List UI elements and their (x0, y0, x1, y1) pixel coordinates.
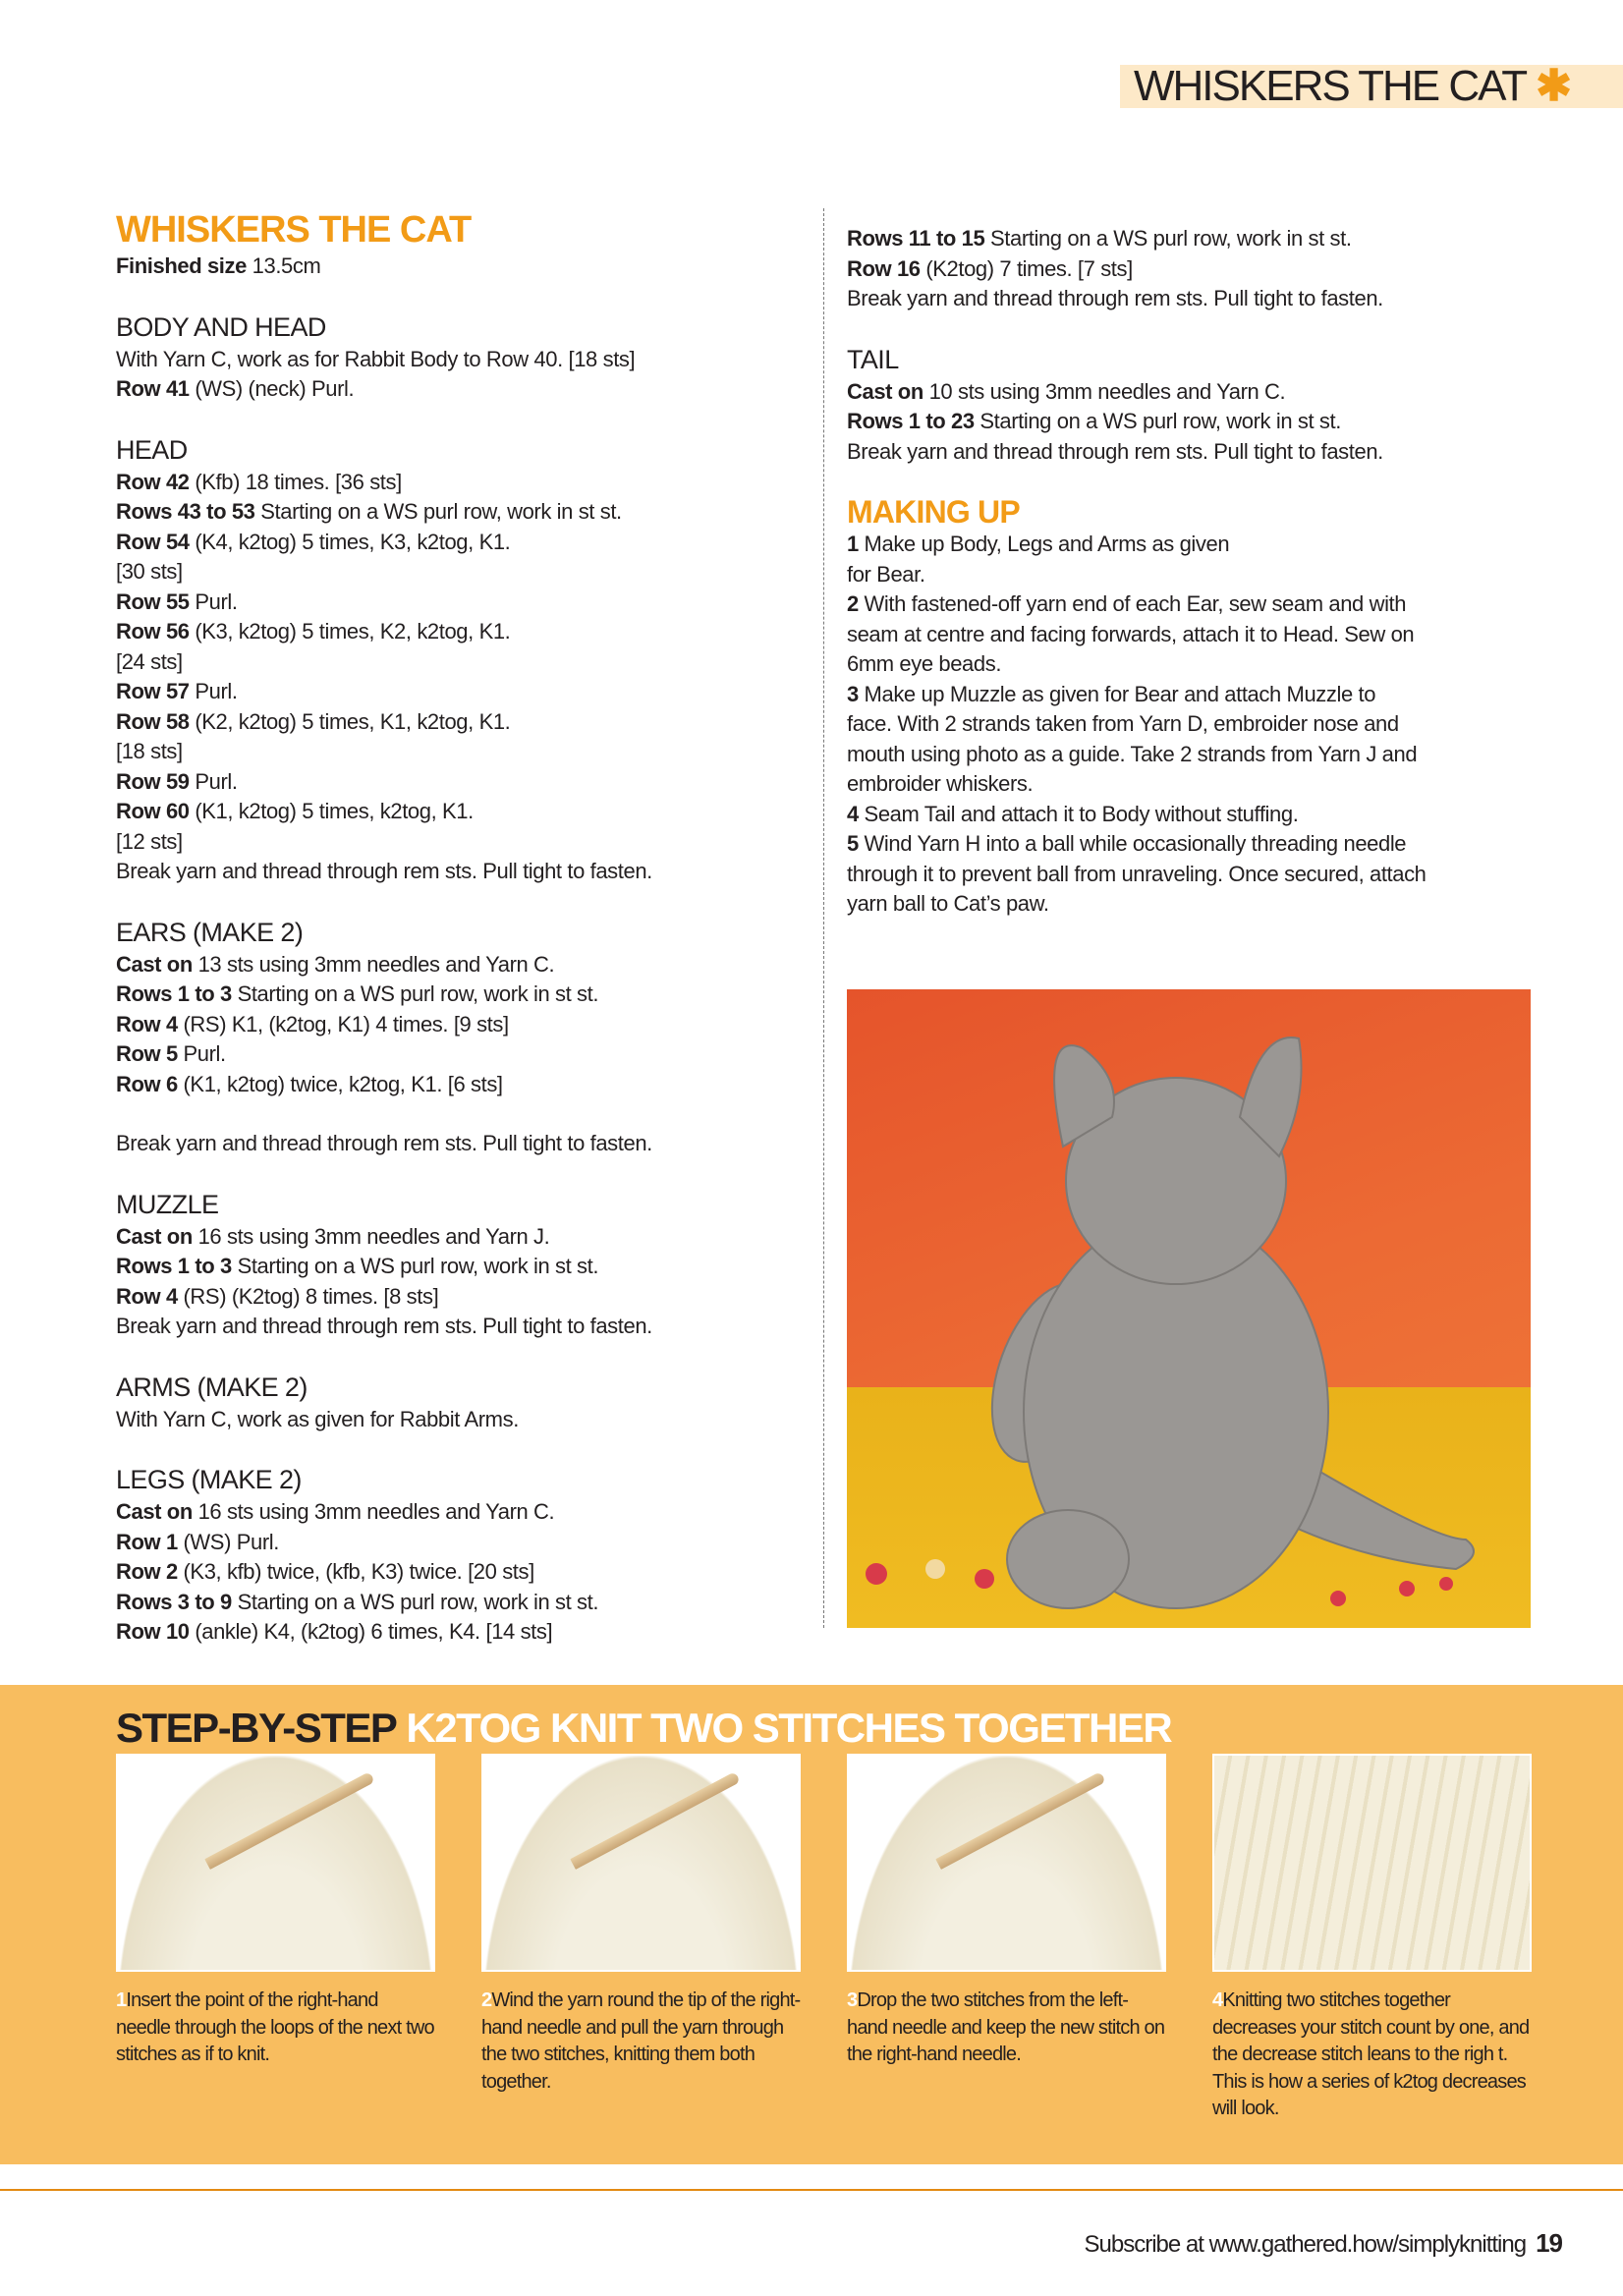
pattern-line (847, 800, 1495, 830)
line-label: Row 4 (116, 1011, 178, 1036)
finished-size-label: Finished size (116, 253, 247, 278)
line-label: Cast on (116, 1223, 193, 1249)
section-heading: ARMS (MAKE 2) (116, 1372, 308, 1402)
pattern-line (116, 950, 764, 980)
pattern-line (116, 1010, 764, 1040)
line-text: Break yarn and thread through rem sts. Pull tight to fasten. (847, 438, 1383, 464)
line-text: Starting on a WS purl row, work in st st. (231, 1589, 599, 1614)
line-text: [30 sts] (116, 559, 183, 584)
footer (1085, 2228, 1563, 2259)
pattern-line (116, 797, 764, 827)
step-text: Knitting two stitches together decreases your stitch count by one, and the decrease stitch leans to the righ t. This is how a series of k2tog decreases will look. (1212, 1989, 1530, 2119)
finished-size-value: 13.5cm (246, 253, 321, 278)
step-text: Wind the yarn round the tip of the right-hand needle and pull the yarn through the two stitches, knitting them both together. (481, 1989, 801, 2093)
line-label: Row 2 (116, 1559, 178, 1584)
pattern-line (116, 737, 764, 767)
pattern-line (847, 589, 1495, 620)
pattern-line (116, 528, 764, 558)
line-label: Row 54 (116, 529, 190, 554)
line-text: Make up Body, Legs and Arms as given (858, 532, 1230, 556)
step-caption (116, 1988, 435, 2069)
blank-line (116, 1099, 764, 1129)
line-label: Row 1 (116, 1529, 178, 1554)
step-caption (481, 1988, 801, 2096)
line-text: embroider whiskers. (847, 771, 1034, 796)
pattern-line (847, 769, 1495, 800)
pattern-line (847, 530, 1495, 560)
step-2 (481, 1754, 801, 2096)
pattern-line (116, 617, 764, 647)
step-photo (847, 1754, 1166, 1972)
pattern-line (847, 437, 1495, 468)
line-text: (K4, k2tog) 5 times, K3, k2tog, K1. (189, 529, 511, 554)
step-by-step-panel (0, 1685, 1623, 2164)
line-text: Break yarn and thread through rem sts. Pull tight to fasten. (116, 1131, 652, 1155)
line-text: Purl. (189, 679, 238, 703)
section-heading: MUZZLE (116, 1189, 219, 1219)
line-text: yarn ball to Cat’s paw. (847, 891, 1049, 916)
line-label: 4 (847, 801, 859, 826)
needle-illustration (935, 1771, 1105, 1870)
line-text: Starting on a WS purl row, work in st st. (231, 981, 599, 1006)
line-label: Rows 3 to 9 (116, 1589, 232, 1614)
line-text: 6mm eye beads. (847, 651, 1002, 676)
line-text: face. With 2 strands taken from Yarn D, embroider nose and (847, 711, 1399, 736)
pattern-line (116, 1129, 764, 1159)
step-caption (1212, 1988, 1532, 2123)
pattern-line (847, 284, 1495, 314)
cat-photo (847, 989, 1531, 1628)
line-label: Row 60 (116, 799, 190, 823)
step-number: 2 (481, 1989, 492, 2011)
line-label: Row 6 (116, 1071, 178, 1096)
section-heading: TAIL (847, 344, 899, 374)
pattern-line (116, 1282, 764, 1313)
step-1 (116, 1754, 435, 2069)
pattern-line (116, 1557, 764, 1588)
line-text: 16 sts using 3mm needles and Yarn J. (192, 1223, 550, 1249)
line-text: (WS) Purl. (177, 1529, 279, 1554)
section-muzzle (116, 1187, 764, 1342)
line-label: 1 (847, 532, 859, 556)
finished-size (116, 252, 764, 282)
section-heading: BODY AND HEAD (116, 311, 326, 342)
pattern-line (847, 407, 1495, 437)
line-text: (ankle) K4, (k2tog) 6 times, K4. [14 sts] (189, 1619, 553, 1644)
step-4 (1212, 1754, 1532, 2123)
pattern-line (847, 709, 1495, 740)
line-text: [18 sts] (116, 739, 183, 763)
step-by-step-heading (116, 1701, 1171, 1756)
line-text: Make up Muzzle as given for Bear and attach Muzzle to (858, 681, 1376, 706)
pattern-line (847, 680, 1495, 710)
line-label: Row 59 (116, 768, 190, 794)
pattern-line (116, 1528, 764, 1558)
needle-illustration (570, 1771, 740, 1870)
pattern-line (116, 1617, 764, 1648)
section-tag-text: WHISKERS THE CAT (1134, 62, 1527, 110)
line-label: Row 10 (116, 1619, 190, 1644)
line-label: Cast on (116, 1499, 193, 1524)
step-caption (847, 1988, 1166, 2069)
line-text: seam at centre and facing forwards, attach it to Head. Sew on (847, 621, 1415, 646)
section-tag (1120, 62, 1623, 110)
line-text: With Yarn C, work as given for Rabbit Arms. (116, 1406, 519, 1431)
pattern-line (116, 345, 764, 375)
line-text: Seam Tail and attach it to Body without stuffing. (858, 801, 1299, 826)
pattern-line (116, 857, 764, 887)
step-photo (1212, 1754, 1532, 1972)
step-photo (116, 1754, 435, 1972)
step-photo (481, 1754, 801, 1972)
line-label: 3 (847, 681, 859, 706)
line-text: Wind Yarn H into a ball while occasionally threading needle (858, 831, 1407, 856)
line-text: mouth using photo as a guide. Take 2 strands from Yarn J and (847, 741, 1418, 766)
pattern-line (116, 1497, 764, 1528)
line-label: Row 5 (116, 1041, 178, 1066)
subscribe-text: Subscribe at www.gathered.how/simplyknitting (1084, 2231, 1527, 2258)
step-text: Insert the point of the right-hand needle through the loops of the next two stitches as if to knit. (116, 1989, 434, 2065)
pattern-line (116, 677, 764, 707)
pattern-line (116, 707, 764, 738)
step-text: Drop the two stitches from the left-hand needle and keep the new stitch on the right-hand needle. (847, 1989, 1165, 2065)
pattern-line (847, 224, 1495, 254)
line-label: Row 56 (116, 619, 190, 644)
pattern-line (116, 980, 764, 1010)
step-number: 3 (847, 1989, 858, 2011)
section-arms-make-2- (116, 1370, 764, 1435)
line-text: [24 sts] (116, 648, 183, 674)
section-heading: MAKING UP (847, 494, 1020, 530)
line-text: Purl. (189, 768, 238, 794)
footer-rule (0, 2189, 1623, 2191)
pattern-line (847, 377, 1495, 408)
pattern-line (116, 1070, 764, 1100)
line-label: Rows 1 to 3 (116, 981, 232, 1006)
line-label: Row 4 (116, 1283, 178, 1309)
line-text: Break yarn and thread through rem sts. Pull tight to fasten. (116, 1314, 652, 1338)
line-text: through it to prevent ball from unraveling. Once secured, attach (847, 861, 1427, 886)
line-text: With Yarn C, work as for Rabbit Body to Row 40. [18 sts] (116, 346, 636, 371)
pattern-line (847, 889, 1495, 920)
line-text: Starting on a WS purl row, work in st st. (974, 409, 1341, 433)
line-text: (K3, k2tog) 5 times, K2, k2tog, K1. (189, 619, 511, 644)
left-column (116, 208, 764, 1648)
pattern-line (116, 468, 764, 498)
line-text: Starting on a WS purl row, work in st st. (254, 499, 622, 524)
line-text: (K3, kfb) twice, (kfb, K3) twice. [20 sts] (177, 1559, 534, 1584)
page-number: 19 (1536, 2228, 1562, 2258)
line-label: Row 42 (116, 469, 190, 494)
step-number: 4 (1212, 1989, 1223, 2011)
pattern-line (847, 620, 1495, 650)
line-text: 13 sts using 3mm needles and Yarn C. (192, 951, 555, 977)
line-text: (K1, k2tog) 5 times, k2tog, K1. (189, 799, 474, 823)
section-body-and-head (116, 309, 764, 405)
line-text: Break yarn and thread through rem sts. Pull tight to fasten. (116, 859, 652, 883)
pattern-line (116, 1222, 764, 1253)
pattern-line (116, 557, 764, 588)
step-by-step-title: K2TOG KNIT TWO STITCHES TOGETHER (406, 1705, 1172, 1751)
line-label: Row 57 (116, 679, 190, 703)
line-label: 2 (847, 591, 859, 616)
pattern-line (847, 560, 1495, 590)
pattern-line (116, 1039, 764, 1070)
line-text: Break yarn and thread through rem sts. Pull tight to fasten. (847, 286, 1383, 310)
line-text: Purl. (189, 588, 238, 614)
step-number: 1 (116, 1989, 127, 2011)
section-legs-make-2- (116, 1462, 764, 1648)
line-label: 5 (847, 831, 859, 856)
needle-illustration (204, 1771, 374, 1870)
pattern-line (116, 1312, 764, 1342)
section-ears-make-2- (116, 915, 764, 1159)
line-text: 16 sts using 3mm needles and Yarn C. (192, 1499, 555, 1524)
line-text: 10 sts using 3mm needles and Yarn C. (923, 378, 1286, 404)
pattern-line (116, 1252, 764, 1282)
line-label: Rows 11 to 15 (847, 226, 985, 251)
line-label: Cast on (116, 951, 193, 977)
column-divider (823, 208, 824, 1628)
line-text: Purl. (177, 1041, 226, 1066)
right-column (847, 224, 1495, 920)
section-heading: EARS (MAKE 2) (116, 917, 304, 947)
section-heading: HEAD (116, 434, 188, 465)
pattern-line (116, 767, 764, 798)
section-tail (847, 342, 1495, 468)
pattern-line (116, 497, 764, 528)
section-heading: LEGS (MAKE 2) (116, 1465, 302, 1494)
line-label: Rows 1 to 3 (116, 1254, 232, 1278)
line-text: (WS) (neck) Purl. (189, 376, 355, 401)
pattern-line (116, 1405, 764, 1435)
line-text: (K2tog) 7 times. [7 sts] (920, 255, 1133, 281)
line-text: (K2, k2tog) 5 times, K1, k2tog, K1. (189, 708, 511, 734)
pattern-line (847, 649, 1495, 680)
line-text: Starting on a WS purl row, work in st st. (984, 226, 1352, 251)
line-label: Row 41 (116, 376, 190, 401)
pattern-line (847, 254, 1495, 285)
line-text: (RS) (K2tog) 8 times. [8 sts] (177, 1283, 439, 1309)
pattern-line (116, 1588, 764, 1618)
pattern-line (847, 740, 1495, 770)
pattern-line (116, 827, 764, 858)
line-text: (Kfb) 18 times. [36 sts] (189, 469, 402, 494)
line-label: Rows 43 to 53 (116, 499, 255, 524)
line-label: Cast on (847, 378, 923, 404)
line-label: Row 58 (116, 708, 190, 734)
pattern-title: WHISKERS THE CAT (116, 209, 472, 251)
line-text: for Bear. (847, 561, 925, 587)
pattern-line (847, 829, 1495, 860)
line-text: Starting on a WS purl row, work in st st. (231, 1254, 599, 1278)
section-head (116, 432, 764, 887)
line-label: Rows 1 to 23 (847, 409, 975, 433)
line-text: With fastened-off yarn end of each Ear, sew seam and with (858, 591, 1407, 616)
step-by-step-label: STEP-BY-STEP (116, 1705, 397, 1751)
line-text: (RS) K1, (k2tog, K1) 4 times. [9 sts] (177, 1011, 509, 1036)
asterisk-flower-icon: ✱ (1536, 62, 1570, 110)
pattern-line (847, 860, 1495, 890)
section-making-up (847, 494, 1495, 920)
line-label: Row 16 (847, 255, 921, 281)
pattern-line (116, 588, 764, 618)
line-text: [12 sts] (116, 828, 183, 854)
pattern-line (116, 374, 764, 405)
step-3 (847, 1754, 1166, 2069)
line-label: Row 55 (116, 588, 190, 614)
line-text: (K1, k2tog) twice, k2tog, K1. [6 sts] (177, 1071, 503, 1096)
pattern-line (116, 647, 764, 678)
